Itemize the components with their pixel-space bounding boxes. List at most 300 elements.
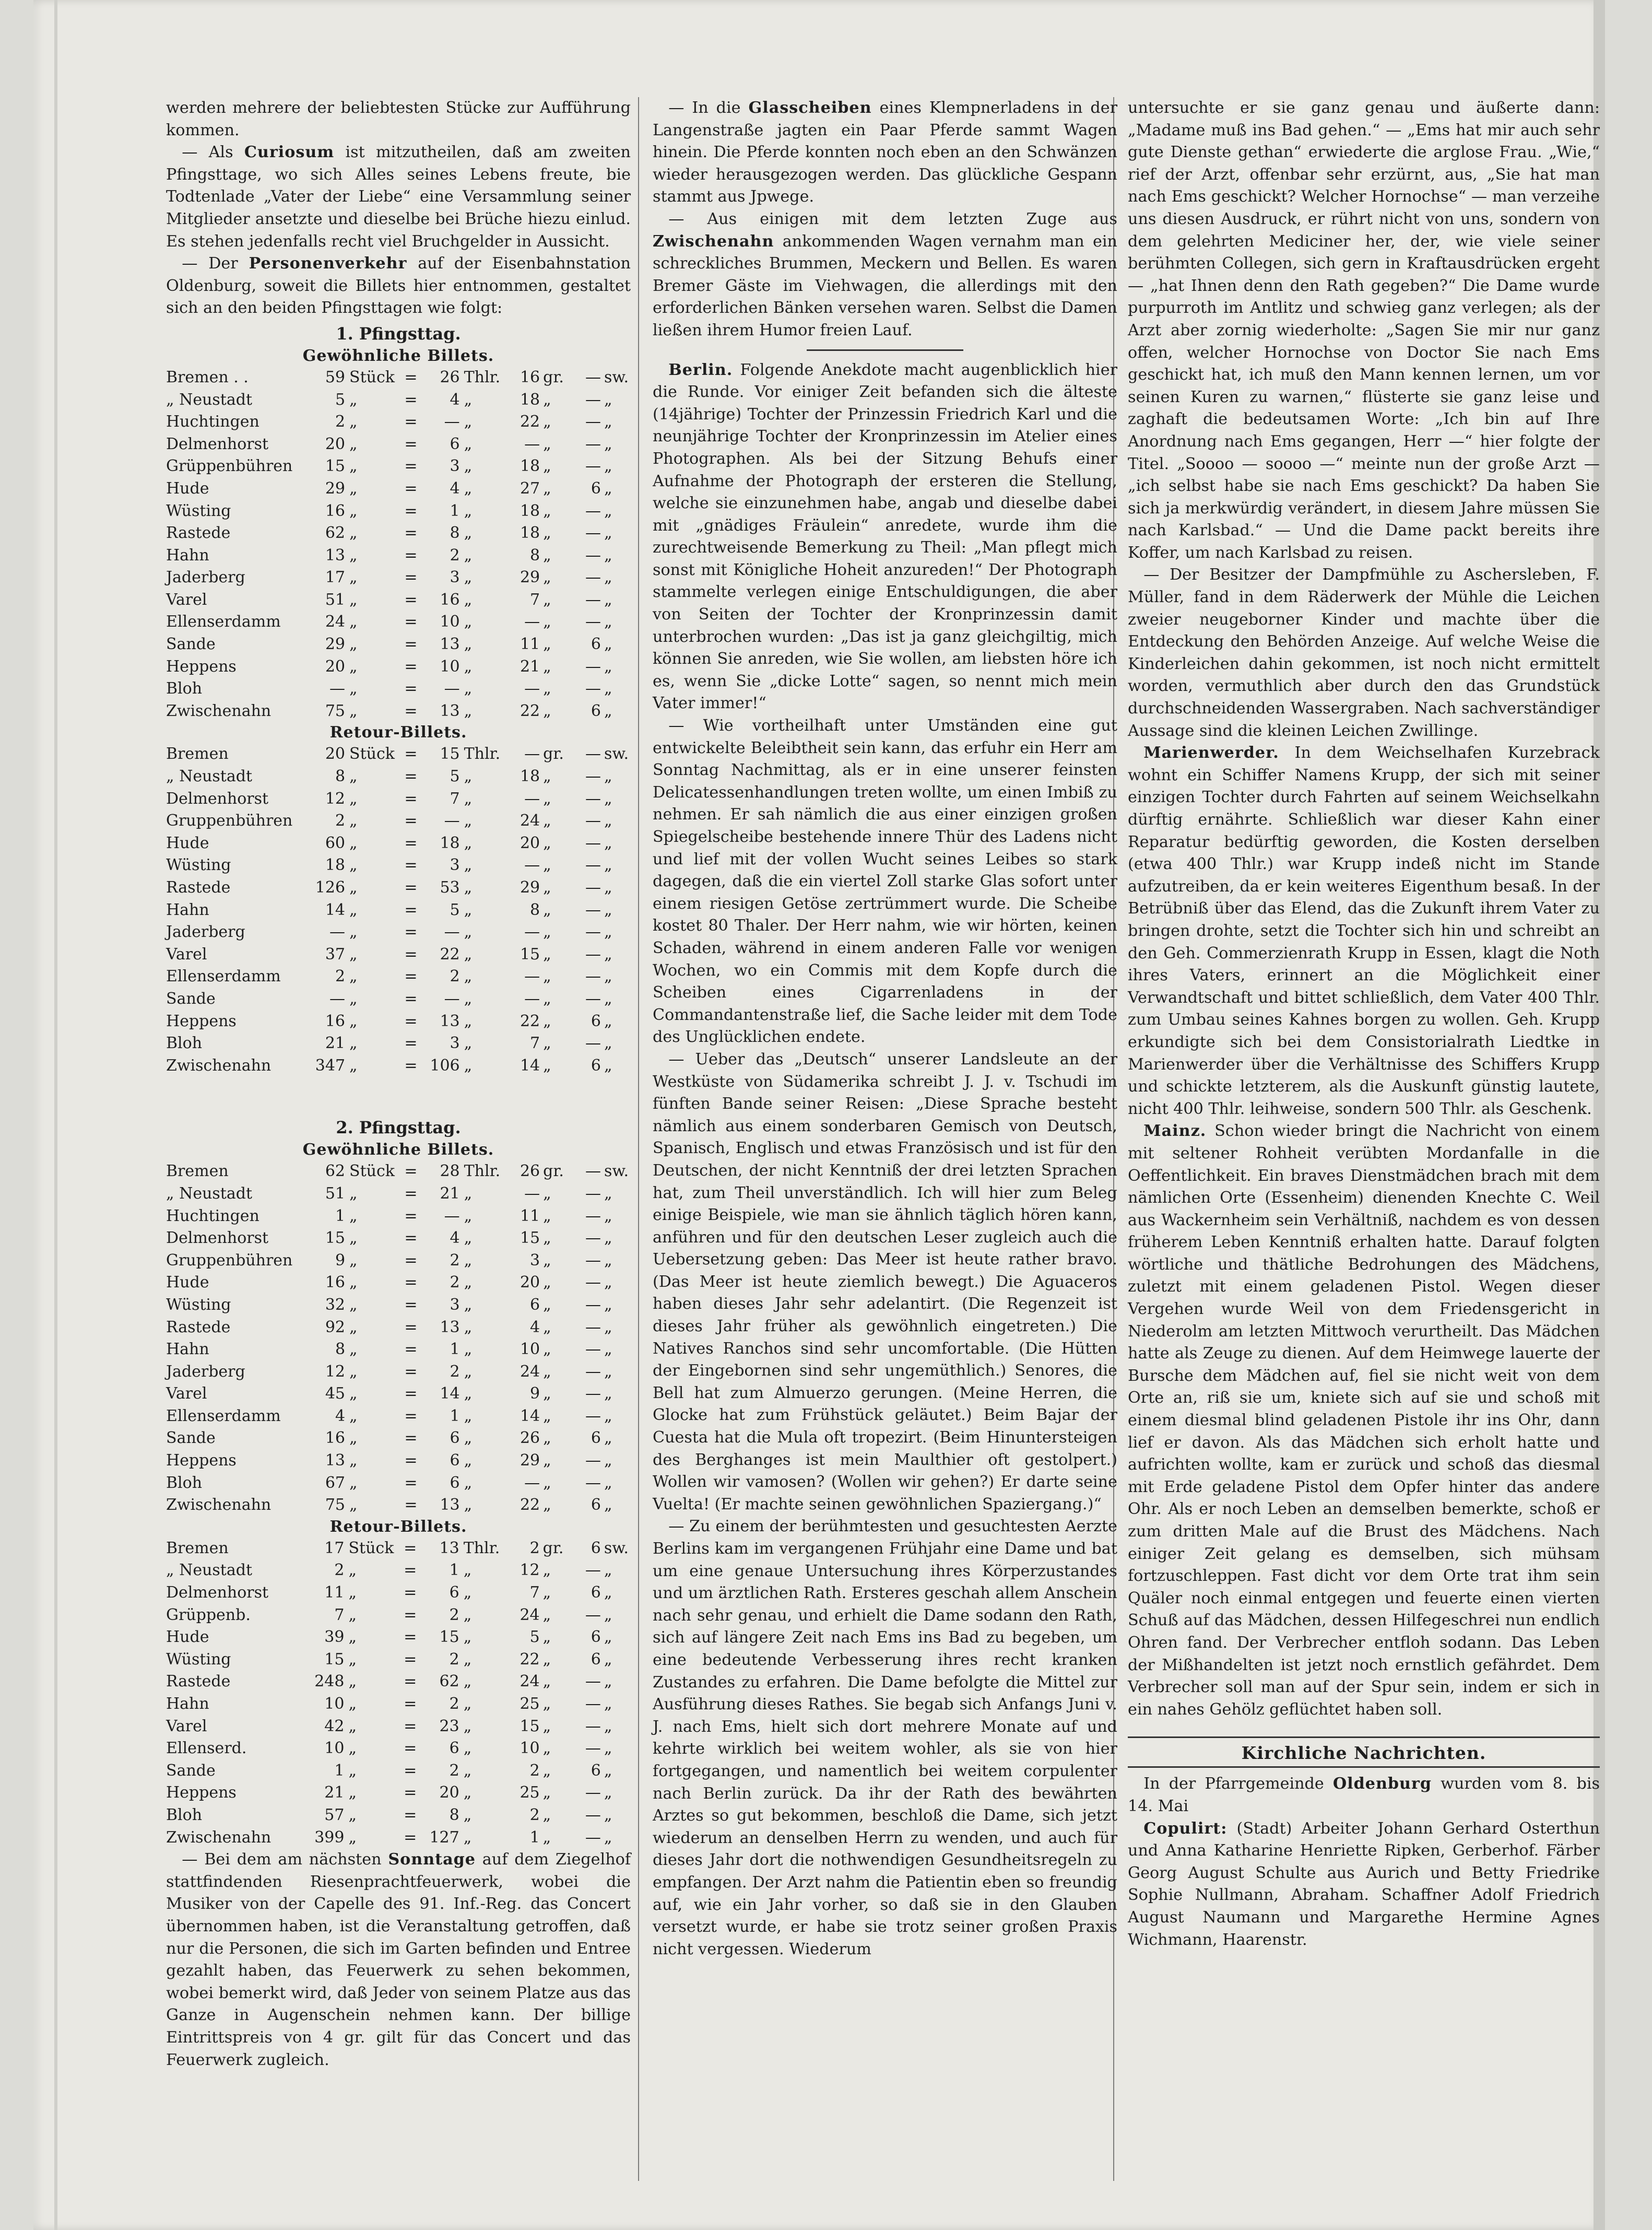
- thaler-value: —: [444, 989, 460, 1008]
- unit-stueck: „: [348, 1605, 357, 1624]
- ticket-count: 59: [325, 368, 346, 386]
- thaler-value: 18: [440, 834, 460, 852]
- unit-thaler: „: [464, 701, 473, 720]
- unit-stueck: „: [349, 457, 358, 476]
- paragraph-mainz: [1128, 1120, 1600, 1721]
- unit-thaler: „: [464, 590, 473, 609]
- fare-row: [166, 788, 631, 811]
- equals-sign: =: [404, 701, 418, 720]
- unit-stueck: „: [349, 1229, 358, 1248]
- unit-groschen: „: [543, 413, 551, 431]
- paragraph-zwischenahn: [653, 208, 1117, 342]
- unit-stueck: „: [349, 856, 358, 875]
- unit-stueck: „: [349, 1384, 358, 1403]
- thaler-value: 23: [439, 1717, 459, 1735]
- unit-stueck: „: [349, 1206, 358, 1225]
- unit-thaler: Thlr.: [464, 1162, 501, 1181]
- unit-stueck: Stück: [349, 1162, 395, 1181]
- groschen-value: 22: [520, 701, 540, 720]
- unit-thaler: „: [463, 1783, 472, 1802]
- equals-sign: =: [404, 1451, 418, 1470]
- unit-schwaren: „: [604, 1717, 612, 1735]
- equals-sign: =: [404, 1628, 417, 1647]
- station-name: Delmenhorst: [166, 789, 269, 808]
- groschen-value: 12: [520, 1561, 540, 1580]
- equals-sign: =: [404, 390, 418, 409]
- text-fragment: (Stadt) Arbeiter Johann Gerhard Osterthun und Anna Katharine Henriette Ripken, Gerberhof. Färber Georg August Schulte aus Aurich und Betty Friedrike Sophie Nullmann, Abraham. Schaffner Adolf Friedrich August Naumann und Margarethe Hermine Agnes Wichmann, Haarenstr.: [1128, 1819, 1600, 1949]
- unit-thaler: „: [464, 856, 473, 875]
- unit-stueck: „: [348, 1761, 357, 1780]
- keyword-marienwerder: Marienwerder.: [1143, 744, 1279, 762]
- equals-sign: =: [404, 923, 418, 942]
- station-name: Jaderberg: [166, 568, 245, 587]
- ticket-count: 29: [325, 635, 346, 654]
- ticket-count: 20: [325, 435, 346, 453]
- unit-stueck: „: [349, 1496, 358, 1515]
- equals-sign: =: [404, 945, 418, 964]
- ticket-count: 24: [325, 613, 346, 631]
- keyword-sonntage: Sonntage: [388, 1850, 476, 1869]
- unit-stueck: „: [349, 1429, 358, 1448]
- station-name: Hahn: [166, 1340, 209, 1359]
- heading-normal-tickets: Gewöhnliche Billets.: [302, 346, 494, 365]
- equals-sign: =: [404, 1828, 417, 1847]
- unit-schwaren: „: [604, 878, 612, 897]
- equals-sign: =: [404, 1583, 417, 1602]
- thaler-value: 8: [449, 1805, 459, 1824]
- unit-stueck: „: [349, 1451, 358, 1470]
- station-name: Heppens: [166, 1783, 237, 1802]
- ticket-count: 17: [324, 1539, 345, 1557]
- thaler-value: —: [444, 812, 460, 830]
- schwaren-value: —: [585, 900, 601, 919]
- ticket-count: 51: [325, 1184, 346, 1203]
- unit-schwaren: „: [604, 1251, 612, 1270]
- unit-groschen: „: [543, 479, 551, 498]
- fare-row: [166, 1427, 631, 1450]
- unit-groschen: „: [543, 1473, 551, 1492]
- schwaren-value: —: [585, 945, 601, 964]
- groschen-value: 3: [530, 1251, 540, 1270]
- fare-row: [166, 1537, 631, 1560]
- unit-schwaren: „: [604, 1056, 612, 1075]
- unit-schwaren: „: [604, 1034, 612, 1053]
- unit-groschen: „: [543, 878, 551, 897]
- unit-groschen: „: [543, 767, 551, 786]
- station-name: Ellenserdamm: [166, 1406, 281, 1425]
- equals-sign: =: [404, 1783, 417, 1802]
- schwaren-value: —: [585, 1717, 601, 1735]
- station-name: Heppens: [166, 1451, 237, 1470]
- station-name: Wüsting: [166, 501, 231, 520]
- fare-row: [166, 545, 631, 567]
- schwaren-value: —: [585, 457, 601, 476]
- thaler-value: 4: [450, 390, 460, 409]
- unit-thaler: „: [464, 1406, 473, 1425]
- fare-row: [166, 1716, 631, 1738]
- fare-row: [166, 966, 631, 988]
- text-fragment: eines Klempnerladens in der Langenstraße jagten ein Paar Pferde sammt Wagen hinein. Die Pferde konnten noch eben an den Schwänzen wieder herausgezogen werden. Das glückliche Gespann stammt aus Jpwege.: [653, 99, 1117, 206]
- unit-stueck: „: [349, 945, 358, 964]
- station-name: Delmenhorst: [166, 435, 269, 453]
- ticket-count: 16: [325, 501, 346, 520]
- equals-sign: =: [404, 1384, 418, 1403]
- unit-schwaren: „: [604, 590, 612, 609]
- fare-row: [166, 389, 631, 412]
- ticket-count: 5: [335, 390, 346, 409]
- station-name: Hude: [166, 834, 209, 852]
- station-name: Bloh: [166, 1805, 203, 1824]
- unit-schwaren: „: [604, 1206, 612, 1225]
- schwaren-value: —: [585, 1251, 601, 1270]
- equals-sign: =: [404, 1496, 418, 1515]
- unit-groschen: „: [542, 1605, 551, 1624]
- schwaren-value: —: [585, 1034, 601, 1053]
- fare-row: [166, 1559, 631, 1582]
- heading-return-tickets: Retour-Billets.: [329, 723, 467, 742]
- unit-schwaren: „: [604, 856, 612, 875]
- unit-groschen: „: [543, 1362, 551, 1381]
- unit-groschen: gr.: [543, 1162, 564, 1181]
- schwaren-value: —: [585, 989, 601, 1008]
- ticket-count: 45: [325, 1384, 346, 1403]
- unit-thaler: „: [463, 1828, 472, 1847]
- unit-schwaren: „: [604, 1628, 612, 1647]
- fare-row: [166, 1183, 631, 1205]
- ticket-count: 13: [325, 1451, 346, 1470]
- schwaren-value: —: [585, 834, 601, 852]
- fare-row: [166, 944, 631, 966]
- unit-schwaren: „: [604, 1362, 612, 1381]
- unit-schwaren: „: [604, 1605, 612, 1624]
- ticket-count: 42: [324, 1717, 345, 1735]
- unit-groschen: „: [542, 1717, 551, 1735]
- equals-sign: =: [404, 1295, 418, 1314]
- station-name: „ Neustadt: [166, 1184, 252, 1203]
- ticket-count: 13: [325, 546, 346, 565]
- unit-stueck: „: [349, 1295, 358, 1314]
- unit-groschen: „: [543, 1251, 551, 1270]
- unit-stueck: „: [349, 834, 358, 852]
- fare-row: [166, 589, 631, 612]
- unit-thaler: „: [463, 1628, 472, 1647]
- unit-groschen: „: [542, 1695, 551, 1713]
- equals-sign: =: [404, 1034, 418, 1053]
- unit-thaler: „: [464, 1229, 473, 1248]
- thaler-value: 4: [450, 1229, 460, 1248]
- equals-sign: =: [404, 1251, 418, 1270]
- ticket-count: 1: [335, 1206, 346, 1225]
- unit-thaler: „: [464, 967, 473, 986]
- groschen-value: 15: [520, 1717, 540, 1735]
- groschen-value: 18: [520, 501, 540, 520]
- fare-row: [166, 1032, 631, 1055]
- thaler-value: 13: [440, 701, 460, 720]
- ticket-count: 8: [335, 767, 346, 786]
- station-name: Bremen: [166, 745, 229, 764]
- equals-sign: =: [404, 568, 418, 587]
- schwaren-value: 6: [591, 479, 601, 498]
- unit-stueck: „: [348, 1828, 357, 1847]
- ticket-count: 2: [335, 967, 346, 986]
- equals-sign: =: [404, 1672, 417, 1691]
- ticket-count: 21: [325, 1034, 346, 1053]
- fare-row: [166, 1361, 631, 1383]
- groschen-value: 11: [520, 1206, 540, 1225]
- thaler-value: 5: [450, 900, 460, 919]
- ticket-count: 75: [325, 1496, 346, 1515]
- unit-thaler: „: [463, 1605, 472, 1624]
- fare-row: [166, 567, 631, 589]
- unit-schwaren: „: [604, 1406, 612, 1425]
- groschen-value: —: [524, 989, 540, 1008]
- unit-stueck: „: [349, 1340, 358, 1359]
- unit-thaler: „: [464, 923, 473, 942]
- thaler-value: 13: [440, 1318, 460, 1336]
- ticket-count: 92: [325, 1318, 346, 1336]
- thaler-value: 6: [450, 1451, 460, 1470]
- groschen-value: 27: [520, 479, 540, 498]
- ticket-count: 16: [325, 1012, 346, 1030]
- unit-thaler: „: [464, 1496, 473, 1515]
- unit-thaler: Thlr.: [463, 1539, 500, 1557]
- ticket-count: 11: [324, 1583, 345, 1602]
- equals-sign: =: [404, 435, 418, 453]
- fare-row: [166, 411, 631, 433]
- equals-sign: =: [404, 613, 418, 631]
- fare-row: [166, 1294, 631, 1317]
- schwaren-value: —: [585, 568, 601, 587]
- unit-schwaren: „: [604, 613, 612, 631]
- unit-schwaren: „: [604, 812, 612, 830]
- unit-schwaren: sw.: [604, 1162, 629, 1181]
- equals-sign: =: [404, 1056, 418, 1075]
- fare-row: [166, 367, 631, 389]
- unit-groschen: „: [543, 1318, 551, 1336]
- fare-row: [166, 1827, 631, 1849]
- ticket-count: 15: [325, 1229, 346, 1248]
- thaler-value: 1: [449, 1561, 459, 1580]
- unit-stueck: „: [349, 413, 358, 431]
- fare-row: [166, 1055, 631, 1077]
- ticket-count: —: [329, 923, 346, 942]
- equals-sign: =: [404, 1184, 418, 1203]
- thaler-value: 6: [449, 1739, 459, 1758]
- ticket-count: 7: [334, 1605, 345, 1624]
- unit-schwaren: sw.: [604, 745, 629, 764]
- unit-thaler: „: [464, 1056, 473, 1075]
- unit-schwaren: „: [604, 989, 612, 1008]
- unit-groschen: „: [543, 1406, 551, 1425]
- schwaren-value: 6: [591, 1429, 601, 1448]
- groschen-value: 5: [529, 1628, 540, 1647]
- equals-sign: =: [404, 1473, 418, 1492]
- paragraph-fireworks: [166, 1849, 631, 2071]
- fare-row: [166, 1671, 631, 1693]
- thaler-value: 13: [440, 1496, 460, 1515]
- unit-stueck: „: [348, 1717, 357, 1735]
- station-name: Huchtingen: [166, 1206, 259, 1225]
- unit-schwaren: „: [604, 413, 612, 431]
- paragraph-arzt-berlin: [653, 1516, 1117, 1961]
- unit-schwaren: „: [604, 1295, 612, 1314]
- station-name: Heppens: [166, 1012, 237, 1030]
- equals-sign: =: [404, 368, 418, 386]
- fare-row: [166, 1494, 631, 1517]
- ticket-count: 51: [325, 590, 346, 609]
- ticket-count: 62: [325, 1162, 346, 1181]
- thaler-value: 6: [449, 1583, 459, 1602]
- schwaren-value: 6: [591, 701, 601, 720]
- ticket-count: 248: [314, 1672, 345, 1691]
- unit-thaler: Thlr.: [464, 745, 501, 764]
- station-name: Bremen . .: [166, 368, 249, 386]
- fare-row: [166, 611, 631, 633]
- unit-groschen: „: [543, 900, 551, 919]
- fare-row: [166, 1405, 631, 1428]
- groschen-value: 24: [520, 1672, 540, 1691]
- fare-row: [166, 810, 631, 832]
- unit-groschen: „: [543, 1012, 551, 1030]
- unit-groschen: „: [543, 590, 551, 609]
- station-name: Varel: [166, 590, 207, 609]
- ticket-count: 347: [315, 1056, 346, 1075]
- unit-schwaren: „: [604, 1473, 612, 1492]
- thaler-value: 4: [450, 479, 460, 498]
- station-name: Varel: [166, 1717, 207, 1735]
- unit-groschen: „: [543, 546, 551, 565]
- unit-stueck: „: [349, 1012, 358, 1030]
- station-name: Huchtingen: [166, 413, 259, 431]
- unit-schwaren: „: [604, 435, 612, 453]
- station-name: „ Neustadt: [166, 390, 252, 409]
- groschen-value: 29: [520, 568, 540, 587]
- unit-groschen: „: [543, 834, 551, 852]
- unit-stueck: Stück: [349, 368, 395, 386]
- station-name: Sande: [166, 1761, 216, 1780]
- unit-schwaren: „: [604, 900, 612, 919]
- unit-thaler: „: [464, 1273, 473, 1292]
- schwaren-value: —: [585, 590, 601, 609]
- equals-sign: =: [404, 479, 418, 498]
- keyword-glasscheiben: Glasscheiben: [748, 99, 872, 117]
- groschen-value: 2: [529, 1805, 540, 1824]
- unit-groschen: „: [543, 501, 551, 520]
- station-name: Hahn: [166, 900, 209, 919]
- unit-stueck: Stück: [348, 1539, 394, 1557]
- spacer: [166, 1077, 631, 1113]
- unit-schwaren: „: [604, 1828, 612, 1847]
- equals-sign: =: [404, 1717, 417, 1735]
- paragraph-arzt-continued: untersuchte er sie ganz genau und äußerte dann: „Madame muß ins Bad gehen.“ — „Ems hat mir auch sehr gute Dienste gethan“ erwiederte die arglose Frau. „Wie,“ rief der Arzt, offenbar sehr erzürnt, aus, „Sie hat man nach Ems geschickt? Welcher Hornochse“ — man verzeihe uns diesen Ausdruck, er rührt nicht von uns, sondern von dem gelehrten Mediciner her, der, wie viele seiner berühmten Collegen, sich gern in Kraftausdrücken ergeht — „hat Ihnen denn den Rath gegeben?“ Die Dame wurde purpurroth im Antlitz und schwieg ganz verlegen; als der Arzt aber zornig wiederholte: „Sagen Sie mir nur ganz offen, welcher Hornochse von Doctor Sie nach Ems geschickt hat, ich muß den Mann kennen lernen, um vor seinen Kuren zu warnen,“ flüsterte sie ganz leise und zaghaft die bedeutsamen Worte: „Ich bin auf Ihre Anordnung nach Ems gegangen, Herr —“ hier folgte der Titel. „Soooo — soooo —“ meinte nun der große Arzt — „ich selbst habe sie nach Ems geschickt? Da haben Sie sich ja merkwürdig verändert, in diesem Jahre müssen Sie nach Karlsbad.“ — Und die Dame packt bereits ihre Koffer, um nach Karlsbad zu reisen.: [1128, 99, 1600, 562]
- unit-schwaren: „: [604, 1229, 612, 1248]
- text-fragment: Schon wieder bringt die Nachricht von einem mit seltener Rohheit verübten Mordanfalle in die Oeffentlichkeit. Ein braves Dienstmädchen brach mit dem nämlichen Orte (Essenheim) dienenden Knechte C. Weil aus Wackernheim sein Verhältniß, nachdem es von dessen früherem Leben Kenntniß erhalten hatte. Darauf folgten wörtliche und thätliche Bedrohungen des Mädchens, zuletzt mit einem geladenen Pistol. Wegen dieser Vergehen wurde Weil von dem Friedensgericht in Niederolm am letzten Mittwoch verurtheilt. Das Mädchen hatte als Zeuge zu dienen. Auf dem Heimwege lauerte der Bursche dem Mädchen auf, fiel sie nicht weit von dem Orte an, riß sie um, kniete sich auf sie und schoß mit einem diesmal blind geladenen Pistole ihr ins Ohr, dann lief er davon. Als das Mädchen sich erholt hatte und aufrichten wollte, kam er zurück und schoß das diesmal mit Erde geladene Pistol dem Opfer hinter das andere Ohr. Als er noch Leben an demselben bemerkte, schoß er zum dritten Male auf die Brust des Mädchens. Nach einiger Zeit gelang es demselben, sich mühsam fortzuschleppen. Fast dicht vor dem Orte trat ihm sein Quäler noch einmal entgegen und feuerte einen vierten Schuß auf das Mädchen, dessen Hilfegeschrei nun endlich Ohren fand. Der Verbrecher entfloh sodann. Das Leben der Mißhandelten ist jetzt noch ernstlich gefährdet. Dem Verbrecher soll man auf der Spur sein, indem er sich in ein nahes Gehölz geflüchtet haben soll.: [1128, 1122, 1600, 1719]
- unit-schwaren: „: [604, 1561, 612, 1580]
- equals-sign: =: [404, 1805, 417, 1824]
- schwaren-value: —: [585, 546, 601, 565]
- schwaren-value: —: [585, 1561, 601, 1580]
- schwaren-value: 6: [591, 1650, 601, 1669]
- thaler-value: —: [444, 1206, 460, 1225]
- equals-sign: =: [404, 1429, 418, 1448]
- unit-groschen: „: [542, 1650, 551, 1669]
- unit-schwaren: „: [604, 635, 612, 654]
- thaler-value: 3: [450, 856, 460, 875]
- ticket-count: 32: [325, 1295, 346, 1314]
- unit-stueck: „: [348, 1583, 357, 1602]
- thaler-value: —: [444, 413, 460, 431]
- ticket-count: 9: [335, 1251, 346, 1270]
- groschen-value: 24: [520, 1362, 540, 1381]
- schwaren-value: —: [585, 613, 601, 631]
- station-name: Zwischenahn: [166, 701, 272, 720]
- heading-second-pentecost-day: 2. Pfingsttag.: [336, 1118, 461, 1138]
- unit-groschen: „: [542, 1672, 551, 1691]
- unit-groschen: „: [542, 1828, 551, 1847]
- station-name: Zwischenahn: [166, 1828, 272, 1847]
- ticket-count: 2: [335, 812, 346, 830]
- ticket-count: 37: [325, 945, 346, 964]
- equals-sign: =: [404, 1539, 417, 1557]
- schwaren-value: 6: [591, 1012, 601, 1030]
- ticket-count: 8: [335, 1340, 346, 1359]
- schwaren-value: 6: [591, 1496, 601, 1515]
- unit-schwaren: „: [604, 701, 612, 720]
- station-name: Rastede: [166, 1672, 231, 1691]
- station-name: Bremen: [166, 1162, 229, 1181]
- unit-schwaren: „: [604, 1318, 612, 1336]
- paragraph-glasscheiben: [653, 97, 1117, 208]
- equals-sign: =: [404, 767, 418, 786]
- unit-stueck: „: [348, 1672, 357, 1691]
- unit-schwaren: „: [604, 1273, 612, 1292]
- groschen-value: —: [524, 435, 540, 453]
- equals-sign: =: [404, 1561, 417, 1580]
- fare-row: [166, 921, 631, 944]
- fare-table-day2-return: [166, 1537, 631, 1849]
- ticket-count: 15: [324, 1650, 345, 1669]
- groschen-value: 18: [520, 767, 540, 786]
- ticket-count: 12: [325, 1362, 346, 1381]
- schwaren-value: —: [585, 967, 601, 986]
- page-binding-line: [54, 0, 57, 2230]
- thaler-value: 3: [450, 1295, 460, 1314]
- unit-schwaren: „: [604, 1340, 612, 1359]
- fare-row: [166, 899, 631, 922]
- unit-thaler: „: [464, 812, 473, 830]
- unit-schwaren: „: [604, 767, 612, 786]
- unit-schwaren: „: [604, 1805, 612, 1824]
- groschen-value: 24: [520, 812, 540, 830]
- unit-thaler: „: [463, 1739, 472, 1758]
- station-name: Gruppenbühren: [166, 812, 293, 830]
- equals-sign: =: [404, 413, 418, 431]
- unit-groschen: „: [543, 390, 551, 409]
- ticket-count: 12: [325, 789, 346, 808]
- paragraph-intro-continued: werden mehrere der beliebtesten Stücke zur Aufführung kommen.: [166, 99, 631, 139]
- unit-thaler: „: [464, 657, 473, 676]
- unit-stueck: „: [349, 546, 358, 565]
- fare-row: [166, 1317, 631, 1339]
- unit-schwaren: „: [604, 390, 612, 409]
- unit-thaler: „: [464, 1251, 473, 1270]
- unit-stueck: „: [349, 1362, 358, 1381]
- unit-schwaren: „: [604, 1739, 612, 1758]
- unit-schwaren: sw.: [604, 368, 629, 386]
- unit-schwaren: „: [604, 568, 612, 587]
- unit-schwaren: „: [604, 479, 612, 498]
- fare-row: [166, 766, 631, 788]
